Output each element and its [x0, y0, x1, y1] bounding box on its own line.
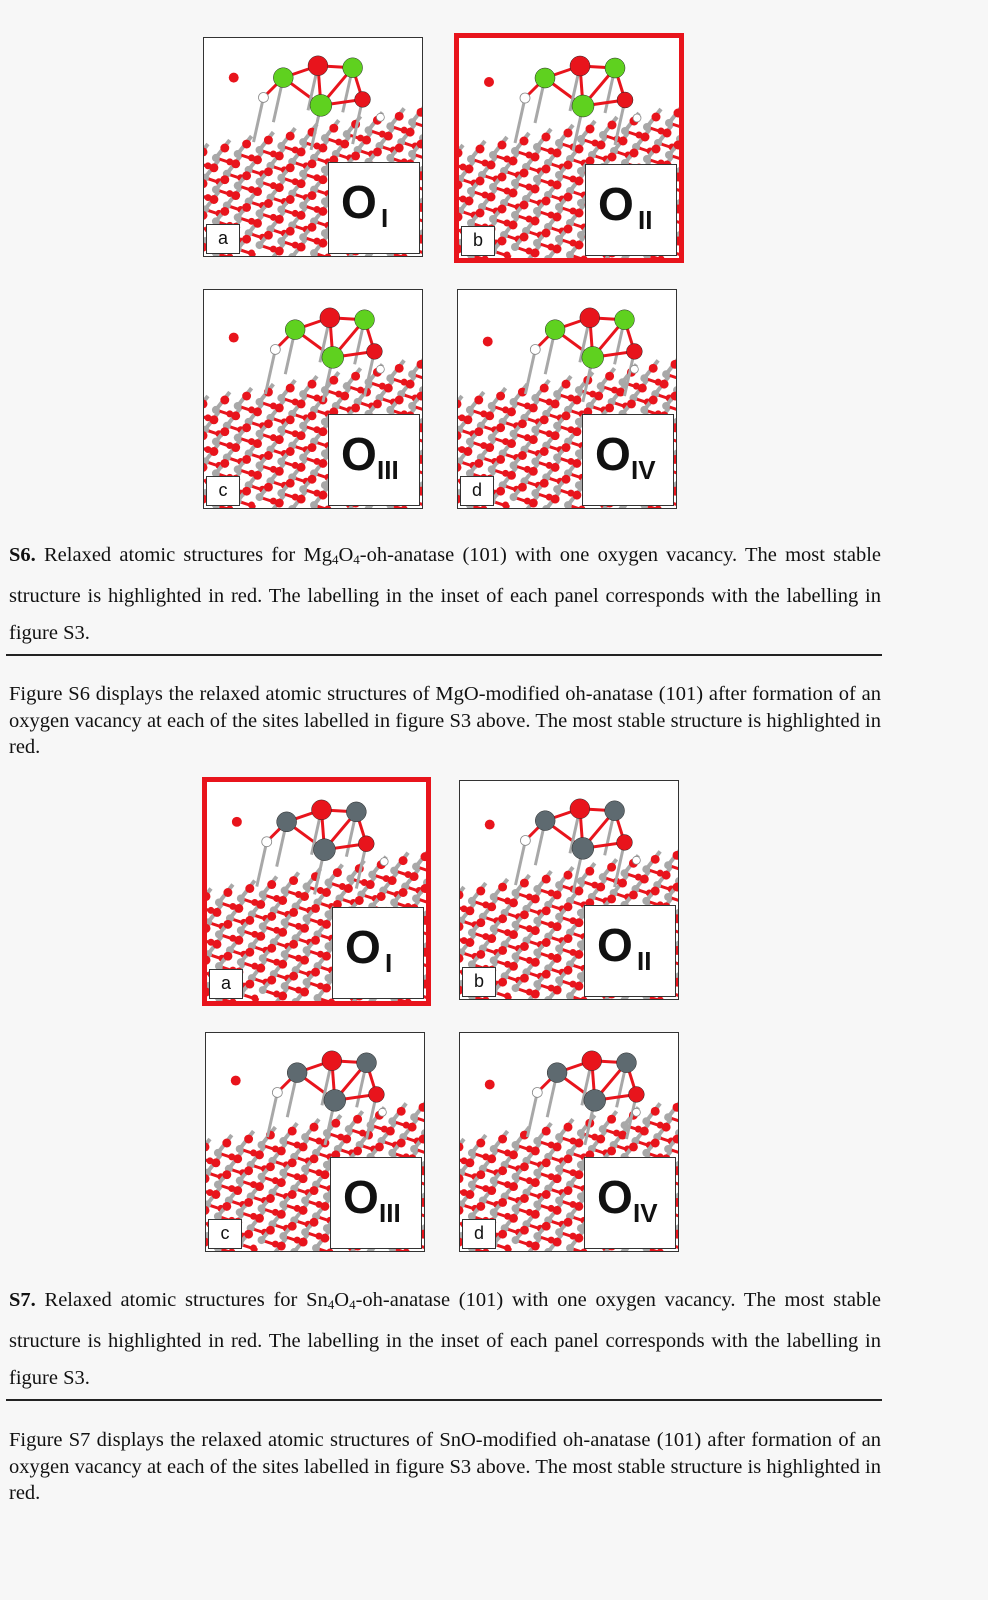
- site-label-subscript: II: [637, 946, 652, 976]
- site-label-inset: [328, 414, 420, 506]
- site-label-subscript: III: [377, 455, 399, 485]
- site-label-inset: [328, 162, 420, 254]
- site-label-letter: O: [345, 921, 381, 973]
- figure-s6-caption: [9, 537, 881, 652]
- site-label-inset: [582, 414, 674, 506]
- site-label-subscript: IV: [633, 1198, 658, 1228]
- site-label-subscript: I: [385, 948, 393, 978]
- site-label-subscript: I: [381, 203, 389, 233]
- s7-panel-c: [205, 1032, 425, 1252]
- caption-text: O: [334, 1289, 350, 1311]
- site-label-inset: [584, 905, 676, 997]
- site-label-subscript: IV: [631, 455, 656, 485]
- panel-letter: d: [460, 476, 494, 506]
- figure-s7-paragraph: Figure S7 displays the relaxed atomic structures of SnO-modified oh-anatase (101) after formation of an oxygen vacancy at each of the sites labelled in figure S3 above. The most stable structure is highlighted in red.: [9, 1429, 881, 1504]
- chem-subscript: 4: [349, 1297, 356, 1312]
- caption-text: -oh-anatase (101) with one oxygen vacancy. The most stable structure is highlighted in red. The labelling in the inset of each panel corresponds with the labelling in figure S3.: [9, 1289, 882, 1389]
- site-label-letter: O: [343, 1171, 379, 1223]
- panel-letter: b: [461, 226, 495, 256]
- s6-panel-a: [203, 37, 423, 257]
- site-label-letter: O: [598, 178, 634, 230]
- site-label-subscript: II: [638, 205, 653, 235]
- figure-s6-paragraph: Figure S6 displays the relaxed atomic structures of MgO-modified oh-anatase (101) after formation of an oxygen vacancy at each of the sites labelled in figure S3 above. The most stable structure is highlighted in red.: [9, 683, 881, 758]
- caption-text: O: [338, 544, 354, 566]
- panel-letter: c: [208, 1219, 242, 1249]
- s6-panel-d: [457, 289, 677, 509]
- site-label-letter: O: [341, 428, 377, 480]
- site-label-subscript: III: [379, 1198, 401, 1228]
- figure-s7-caption: [9, 1282, 881, 1397]
- panel-letter: d: [462, 1219, 496, 1249]
- s6-panel-b: [454, 33, 684, 263]
- site-label-letter: O: [595, 428, 631, 480]
- chem-subscript: 4: [331, 552, 339, 567]
- caption-number: S6.: [9, 544, 36, 566]
- s7-panel-d: [459, 1032, 679, 1252]
- panel-letter: a: [209, 969, 243, 999]
- caption-number: S7.: [9, 1289, 36, 1311]
- site-label-inset: [330, 1157, 422, 1249]
- panel-letter: a: [206, 224, 240, 254]
- chem-subscript: 4: [327, 1297, 335, 1312]
- site-label-inset: [584, 1157, 676, 1249]
- site-label-letter: O: [597, 1171, 633, 1223]
- s6-panel-c: [203, 289, 423, 509]
- chem-subscript: 4: [353, 552, 360, 567]
- site-label-letter: O: [597, 919, 633, 971]
- site-label-inset: [332, 907, 424, 999]
- panel-letter: b: [462, 967, 496, 997]
- section-divider: [6, 654, 882, 656]
- caption-text: Relaxed atomic structures for Mg: [35, 544, 332, 566]
- section-divider: [6, 1399, 882, 1401]
- s7-panel-a: [202, 777, 431, 1006]
- s7-panel-b: [459, 780, 679, 1000]
- caption-text: Relaxed atomic structures for Sn: [35, 1289, 328, 1311]
- site-label-inset: [585, 164, 677, 256]
- caption-text: -oh-anatase (101) with one oxygen vacancy. The most stable structure is highlighted in red. The labelling in the inset of each panel corresponds with the labelling in figure S3.: [9, 544, 881, 644]
- site-label-letter: O: [341, 176, 377, 228]
- panel-letter: c: [206, 476, 240, 506]
